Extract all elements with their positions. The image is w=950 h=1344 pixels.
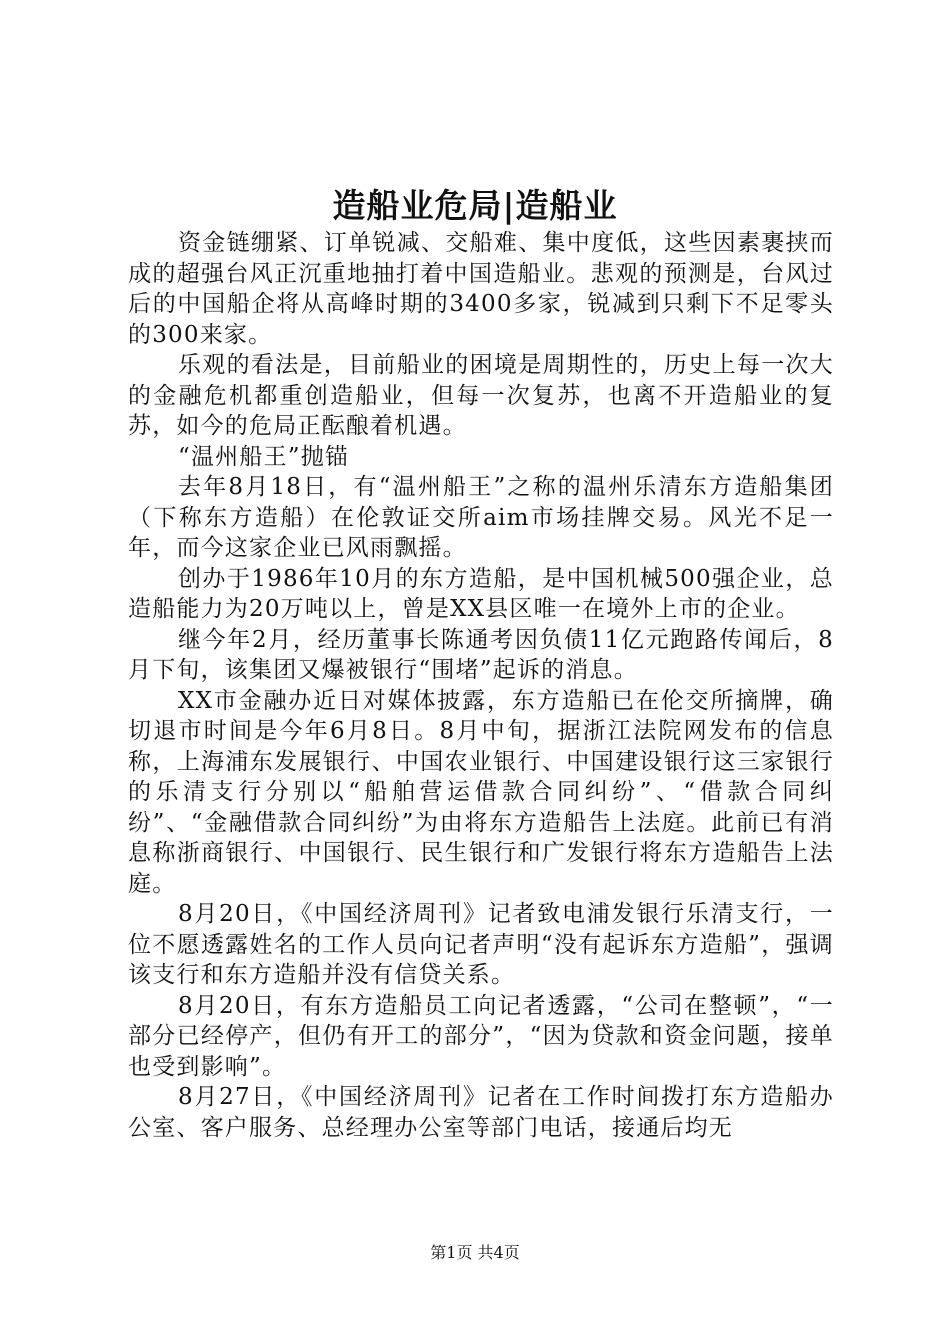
page-footer: 第1页 共4页	[430, 1243, 520, 1262]
paragraph: 创办于1986年10月的东方造船，是中国机械500强企业，总造船能力为20万吨以上，曾是XX县区唯一在境外上市的企业。	[128, 565, 834, 622]
section-heading: “温州船王”抛锚	[178, 443, 350, 470]
paragraph: 去年8月18日，有“温州船王”之称的温州乐清东方造船集团（下称东方造船）在伦敦证交所aim市场挂牌交易。风光不足一年，而今这家企业已风雨飘摇。	[128, 474, 834, 561]
paragraph: 继今年2月，经历董事长陈通考因负债11亿元跑路传闻后，8月下旬，该集团又爆被银行“围堵”起诉的消息。	[128, 626, 834, 683]
paragraph: XX市金融办近日对媒体披露，东方造船已在伦交所摘牌，确切退市时间是今年6月8日。8月中旬，据浙江法院网发布的信息称，上海浦东发展银行、中国农业银行、中国建设银行这三家银行的乐清支行分别以“船舶营运借款合同纠纷”、“借款合同纠纷”、“金融借款合同纠纷”为由将东方造船告上法庭。此前已有消息称浙商银行、中国银行、民生银行和广发银行将东方造船告上法庭。	[128, 687, 834, 897]
document-body	[128, 228, 834, 1143]
paragraph: 8月20日，《中国经济周刊》记者致电浦发银行乐清支行，一位不愿透露姓名的工作人员向记者声明“没有起诉东方造船”，强调该支行和东方造船并没有信贷关系。	[128, 901, 834, 988]
paragraph: 8月27日，《中国经济周刊》记者在工作时间拨打东方造船办公室、客户服务、总经理办公室等部门电话，接通后均无	[128, 1084, 834, 1141]
paragraph: 8月20日，有东方造船员工向记者透露，“公司在整顿”，“一部分已经停产，但仍有开工的部分”，“因为贷款和资金问题，接单也受到影响”。	[128, 992, 834, 1080]
paragraph: 资金链绷紧、订单锐减、交船难、集中度低，这些因素裹挟而成的超强台风正沉重地抽打着中国造船业。悲观的预测是，台风过后的中国船企将从高峰时期的3400多家，锐减到只剩下不足零头的300来家。	[128, 230, 834, 348]
paragraph: 乐观的看法是，目前船业的困境是周期性的，历史上每一次大的金融危机都重创造船业，但每一次复苏，也离不开造船业的复苏，如今的危局正酝酿着机遇。	[128, 352, 834, 439]
document-title: 造船业危局|造船业	[332, 186, 618, 225]
